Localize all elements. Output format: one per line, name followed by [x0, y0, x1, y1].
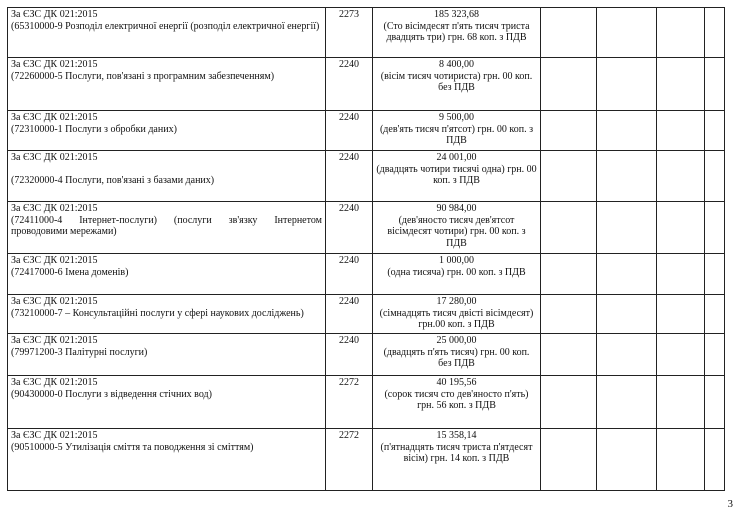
empty-cell: [597, 202, 657, 254]
amount-cell: [373, 8, 541, 58]
empty-cell: [541, 334, 597, 376]
empty-cell: [657, 202, 705, 254]
empty-cell: [705, 376, 725, 429]
subject-cell: [8, 295, 326, 334]
empty-cell: [541, 58, 597, 111]
item-description: (72417000-6 Імена доменів): [11, 266, 129, 278]
empty-cell: [657, 58, 705, 111]
amount-cell: [373, 151, 541, 202]
amount-in-words: (дев'яносто тисяч дев'ятсот вісімдесят чотири) грн. 00 коп. з ПДВ: [387, 214, 526, 249]
subject-cell: [8, 58, 326, 111]
amount-cell: [373, 254, 541, 295]
classifier-label: За ЄЗС ДК 021:2015: [11, 112, 98, 123]
subject-cell: [8, 334, 326, 376]
classifier-label: За ЄЗС ДК 021:2015: [11, 59, 98, 70]
item-description: (90510000-5 Утилізація сміття та поводження зі сміттям): [11, 441, 254, 453]
empty-cell: [597, 254, 657, 295]
table-row: [8, 202, 725, 254]
empty-cell: [597, 334, 657, 376]
empty-cell: [705, 295, 725, 334]
budget-code: 2240: [326, 334, 373, 376]
item-description: (72411000-4 Інтернет-послуги) (послуги зв'язку Інтернетом проводовими мережами): [11, 214, 322, 238]
classifier-label: За ЄЗС ДК 021:2015: [11, 377, 98, 388]
item-description: (72310000-1 Послуги з обробки даних): [11, 123, 177, 135]
empty-cell: [541, 376, 597, 429]
item-description: (79971200-3 Палітурні послуги): [11, 346, 148, 358]
empty-cell: [705, 429, 725, 491]
amount-value: 90 984,00: [436, 203, 477, 214]
amount-value: 9 500,00: [439, 112, 474, 123]
amount-value: 24 001,00: [436, 152, 477, 163]
amount-value: 17 280,00: [436, 296, 477, 307]
amount-value: 8 400,00: [439, 59, 474, 70]
empty-cell: [541, 254, 597, 295]
budget-code: 2240: [326, 202, 373, 254]
empty-cell: [597, 111, 657, 151]
empty-cell: [541, 151, 597, 202]
budget-code: 2240: [326, 111, 373, 151]
amount-in-words: (вісім тисяч чотириста) грн. 00 коп. без ПДВ: [380, 70, 533, 94]
empty-cell: [541, 111, 597, 151]
classifier-label: За ЄЗС ДК 021:2015: [11, 296, 98, 307]
amount-cell: [373, 58, 541, 111]
empty-cell: [597, 151, 657, 202]
subject-cell: [8, 202, 326, 254]
procurement-table: [7, 7, 725, 491]
empty-cell: [541, 295, 597, 334]
empty-cell: [705, 254, 725, 295]
empty-cell: [541, 8, 597, 58]
classifier-label: За ЄЗС ДК 021:2015: [11, 255, 98, 266]
item-description: (90430000-0 Послуги з відведення стічних вод): [11, 388, 212, 400]
amount-in-words: (п'ятнадцять тисяч триста п'ятдесят вісім) грн. 14 коп. з ПДВ: [380, 441, 533, 465]
table-row: [8, 334, 725, 376]
empty-cell: [657, 429, 705, 491]
table-row: [8, 295, 725, 334]
amount-in-words: (дев'ять тисяч п'ятсот) грн. 00 коп. з ПДВ: [379, 123, 534, 147]
amount-cell: [373, 429, 541, 491]
budget-code: 2240: [326, 58, 373, 111]
subject-cell: [8, 111, 326, 151]
item-description: (72260000-5 Послуги, пов'язані з програмним забезпеченням): [11, 70, 275, 82]
table-row: [8, 376, 725, 429]
amount-in-words: (сімнадцять тисяч двісті вісімдесят) грн.00 коп. з ПДВ: [379, 307, 534, 331]
table-row: [8, 254, 725, 295]
subject-cell: [8, 8, 326, 58]
item-description: (72320000-4 Послуги, пов'язані з базами даних): [11, 174, 215, 186]
subject-cell: [8, 151, 326, 202]
classifier-label: За ЄЗС ДК 021:2015: [11, 9, 98, 20]
classifier-label: За ЄЗС ДК 021:2015: [11, 430, 98, 441]
subject-cell: [8, 376, 326, 429]
table-row: [8, 429, 725, 491]
empty-cell: [705, 151, 725, 202]
empty-cell: [657, 8, 705, 58]
empty-cell: [657, 151, 705, 202]
budget-code: 2240: [326, 151, 373, 202]
empty-cell: [657, 334, 705, 376]
amount-in-words: (одна тисяча) грн. 00 коп. з ПДВ: [387, 266, 526, 278]
amount-value: 40 195,56: [436, 377, 477, 388]
page-number: 3: [727, 498, 733, 510]
amount-cell: [373, 376, 541, 429]
empty-cell: [657, 254, 705, 295]
empty-cell: [705, 334, 725, 376]
empty-cell: [705, 202, 725, 254]
amount-cell: [373, 295, 541, 334]
empty-cell: [541, 202, 597, 254]
budget-code: 2272: [326, 376, 373, 429]
empty-cell: [597, 8, 657, 58]
empty-cell: [657, 376, 705, 429]
table-row: [8, 8, 725, 58]
budget-code: 2272: [326, 429, 373, 491]
classifier-label: За ЄЗС ДК 021:2015: [11, 152, 98, 163]
empty-cell: [705, 8, 725, 58]
empty-cell: [541, 429, 597, 491]
amount-cell: [373, 334, 541, 376]
amount-value: 15 358,14: [436, 430, 477, 441]
budget-code: 2240: [326, 295, 373, 334]
empty-cell: [657, 111, 705, 151]
classifier-label: За ЄЗС ДК 021:2015: [11, 335, 98, 346]
amount-in-words: (двадцять п'ять тисяч) грн. 00 коп. без ПДВ: [383, 346, 530, 370]
empty-cell: [597, 429, 657, 491]
amount-value: 25 000,00: [436, 335, 477, 346]
empty-cell: [705, 111, 725, 151]
empty-cell: [597, 58, 657, 111]
empty-cell: [597, 295, 657, 334]
amount-cell: [373, 202, 541, 254]
budget-code: 2240: [326, 254, 373, 295]
table-row: [8, 151, 725, 202]
amount-in-words: (сорок тисяч сто дев'яносто п'ять) грн. 56 коп. з ПДВ: [384, 388, 529, 412]
empty-cell: [705, 58, 725, 111]
empty-cell: [657, 295, 705, 334]
item-description: (73210000-7 – Консультаційні послуги у сфері наукових досліджень): [11, 307, 304, 319]
budget-code: 2273: [326, 8, 373, 58]
amount-in-words: (Сто вісімдесят п'ять тисяч триста двадцять три) грн. 68 коп. з ПДВ: [383, 20, 530, 44]
item-description: (65310000-9 Розподіл електричної енергії (розподіл електричної енергії): [11, 20, 320, 32]
classifier-label: За ЄЗС ДК 021:2015: [11, 203, 98, 214]
amount-value: 1 000,00: [439, 255, 474, 266]
subject-cell: [8, 254, 326, 295]
table-row: [8, 58, 725, 111]
table-row: [8, 111, 725, 151]
subject-cell: [8, 429, 326, 491]
amount-value: 185 323,68: [434, 9, 479, 20]
amount-cell: [373, 111, 541, 151]
amount-in-words: (двадцять чотири тисячі одна) грн. 00 коп. з ПДВ: [376, 163, 537, 187]
empty-cell: [597, 376, 657, 429]
